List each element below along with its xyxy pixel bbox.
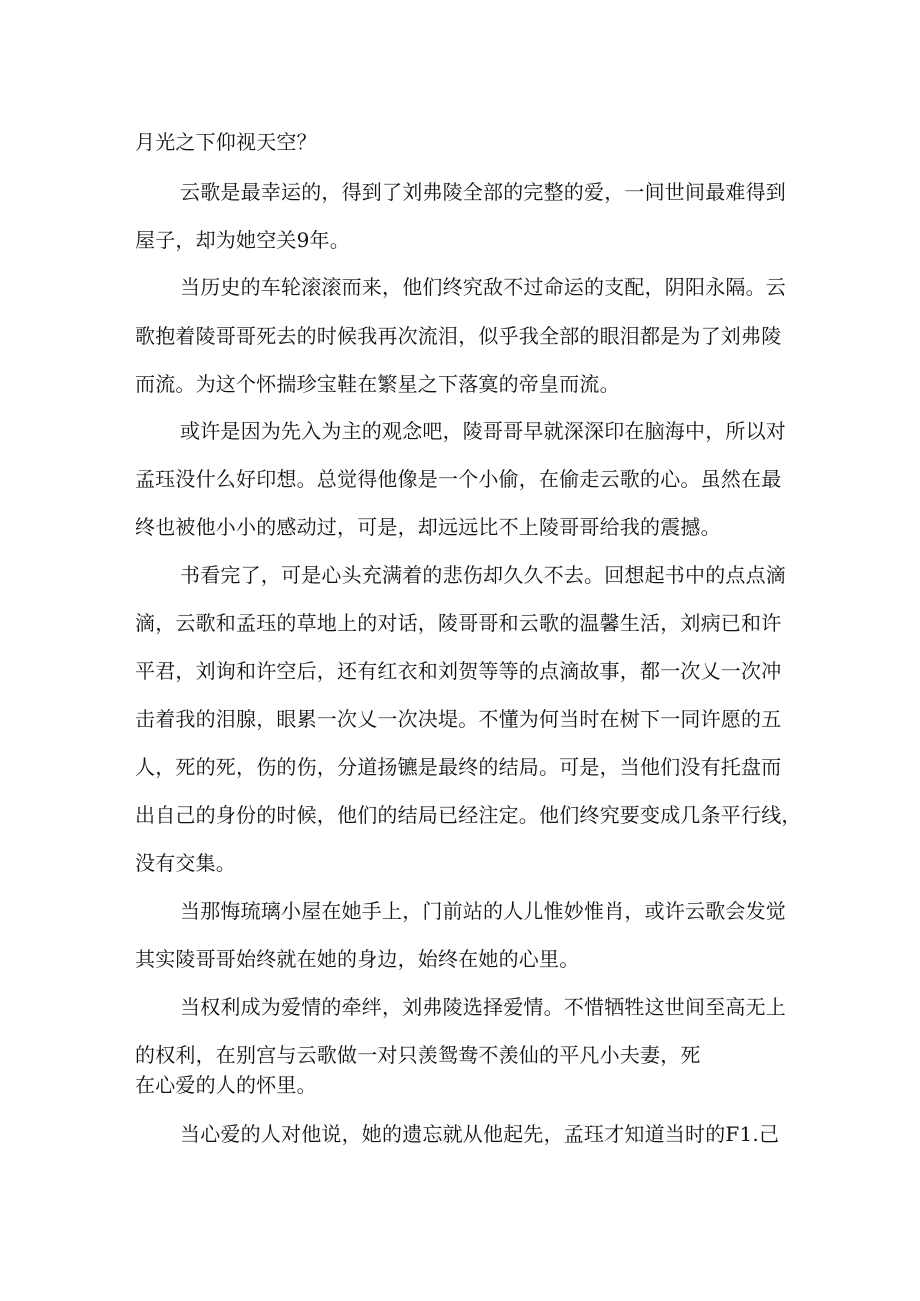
paragraph-first-line: 当权利成为爱情的牵绊，刘弗陵选择爱情。不惜牺牲这世间至高无上 (180, 995, 786, 1019)
paragraph-first-line: 云歌是最幸运的，得到了刘弗陵全部的完整的爱，一间世间最难得到 (180, 180, 786, 204)
text-line: 终也被他小小的感动过，可是，却远远比不上陵哥哥给我的震撼。 (135, 515, 721, 539)
text-line: 而流。为这个怀揣珍宝鞋在繁星之下落寞的帝皇而流。 (135, 372, 620, 396)
text-line: 人，死的死，伤的伤，分道扬镳是最终的结局。可是，当他们没有托盘而 (135, 755, 782, 779)
paragraph-first-line: 书看完了，可是心头充满着的悲伤却久久不去。回想起书中的点点滴 (180, 563, 786, 587)
text-line: 的权利，在别宫与云歌做一对只羡鸳鸯不羡仙的平凡小夫妻，死 (135, 1043, 701, 1067)
text-line: 孟珏没什么好印想。总觉得他像是一个小偷，在偷走云歌的心。虽然在最 (135, 467, 782, 491)
paragraph-first-line: 当那悔琉璃小屋在她手上，门前站的人儿惟妙惟肖，或许云歌会发觉 (180, 899, 786, 923)
paragraph-first-line: 或许是因为先入为主的观念吧，陵哥哥早就深深印在脑海中，所以对 (180, 419, 786, 443)
text-line: 滴，云歌和孟珏的草地上的对话，陵哥哥和云歌的温馨生活，刘病已和许 (135, 611, 782, 635)
text-line: 击着我的泪腺，眼累一次乂一次决堤。不懂为何当时在树下一同许愿的五 (135, 707, 782, 731)
paragraph-first-line: 当历史的车轮滚滚而来，他们终究敌不过命运的支配，阴阳永隔。云 (180, 275, 786, 299)
text-line: 屋子，却为她空关9年。 (135, 228, 350, 252)
text-line: 没有交集。 (135, 851, 236, 875)
paragraph-first-line: 当心爱的人对他说，她的遗忘就从他起先，孟珏才知道当时的F1.己 (180, 1122, 780, 1146)
text-line: 其实陵哥哥始终就在她的身边，始终在她的心里。 (135, 947, 580, 971)
text-line: 在心爱的人的怀里。 (135, 1073, 317, 1097)
text-line: 平君，刘询和许空后，还有红衣和刘贺等等的点滴故事，都一次乂一次冲 (135, 659, 782, 683)
text-line: 歌抱着陵哥哥死去的时候我再次流泪，似乎我全部的眼泪都是为了刘弗陵 (135, 324, 782, 348)
text-line: 出自己的身份的时候，他们的结局已经注定。他们终究要变成几条平行线， (135, 803, 802, 827)
text-line: 月光之下仰视天空？ (135, 130, 317, 154)
